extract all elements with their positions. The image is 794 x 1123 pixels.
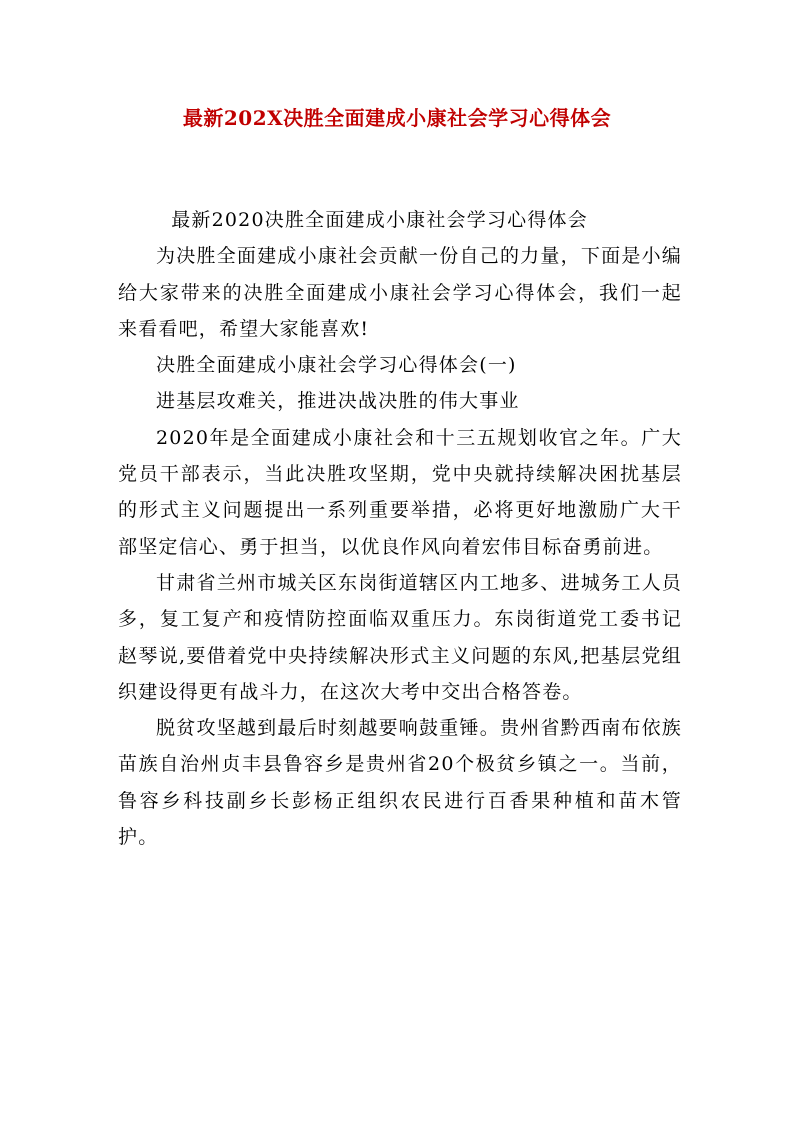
paragraph-body-2: 甘肃省兰州市城关区东岗街道辖区内工地多、进城务工人员多，复工复产和疫情防控面临双重压力。东岗街道党工委书记赵琴说,要借着党中央持续解决形式主义问题的东风,把基层党组织建设得更有战斗力，在这次大考中交出合格答卷。 [118, 571, 682, 703]
paragraph-body-3: 脱贫攻坚越到最后时刻越要响鼓重锤。贵州省黔西南布依族苗族自治州贞丰县鲁容乡是贵州省20个极贫乡镇之一。当前，鲁容乡科技副乡长彭杨正组织农民进行百香果种植和苗木管护。 [118, 717, 682, 849]
paragraph-body-1: 2020年是全面建成小康社会和十三五规划收官之年。广大党员干部表示，当此决胜攻坚期，党中央就持续解决困扰基层的形式主义问题提出一系列重要举措，必将更好地激励广大干部坚定信心、勇于担当，以优良作风向着宏伟目标奋勇前进。 [118, 426, 682, 558]
paragraph-section-subheading: 进基层攻难关，推进决战决胜的伟大事业 [156, 390, 520, 413]
paragraph-intro: 为决胜全面建成小康社会贡献一份自己的力量，下面是小编给大家带来的决胜全面建成小康社会学习心得体会，我们一起来看看吧，希望大家能喜欢! [118, 245, 682, 340]
document-body [118, 202, 682, 855]
paragraph-subtitle: 最新2020决胜全面建成小康社会学习心得体会 [171, 209, 588, 231]
paragraph-section-heading: 决胜全面建成小康社会学习心得体会(一) [156, 354, 517, 377]
document-title: 最新202X决胜全面建成小康社会学习心得体会 [182, 106, 612, 130]
